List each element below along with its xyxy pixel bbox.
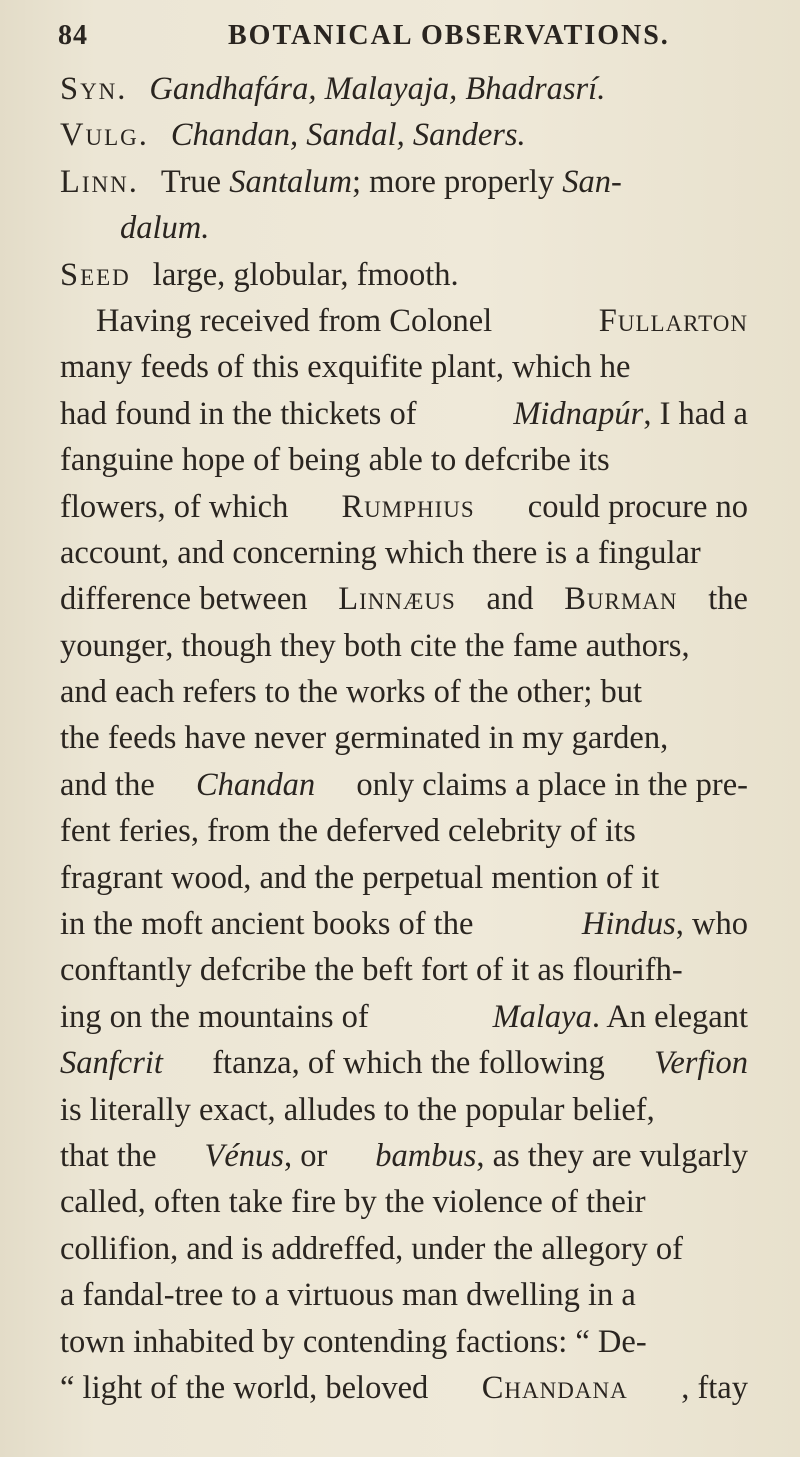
text: , ftay [681,1369,748,1406]
para-line [60,901,748,947]
para-line [60,623,748,669]
text: collifion, and is addreffed, under the allegory of [60,1230,684,1267]
text: , as they are vulgarly [476,1137,748,1174]
text: is literally exact, alludes to the popular belief, [60,1091,655,1128]
para-line [60,669,748,715]
text: “ light of the world, beloved [60,1369,429,1406]
para-line [60,715,748,761]
term-chandan: Chandan [195,766,316,803]
text: , I had a [643,395,748,432]
text: and the [60,766,155,803]
term-version: Verfion [654,1045,748,1082]
text: fent feries, from the deferved celebrity of its [60,813,636,850]
para-line [60,298,748,344]
term-bambus: bambus [375,1137,477,1174]
text: younger, though they both cite the fame authors, [60,627,690,664]
text: many feeds of this exquifite plant, which he [60,349,631,386]
para-line [60,437,748,483]
place-midnapur: Midnapúr [513,395,644,432]
place-malaya: Malaya [492,998,592,1035]
name-linnaeus: Linnæus [338,581,456,618]
text: account, and concerning which there is a fingular [60,534,701,571]
text: had found in the thickets of [60,395,417,432]
syn-text: Gandhafára, Malayaja, Bhadrasrí. [149,71,606,107]
term-sanscrit: Sanfcrit [60,1045,163,1082]
linn-text-3: ; more properly [351,163,555,200]
para-line [60,530,748,576]
text: could procure no [527,488,748,525]
text: ing on the mountains of [60,998,369,1035]
linn-entry [60,159,748,205]
page-number: 84 [58,20,88,51]
para-line [60,855,748,901]
linn-text-5: dalum. [120,210,210,247]
text: town inhabited by contending factions: “ De- [60,1323,647,1360]
linn-text-4: San- [562,163,622,200]
linn-text-2: Santalum [229,163,352,200]
text: difference between [60,581,308,618]
text: conftantly defcribe the beft fort of it as flourifh- [60,952,683,989]
para-line [60,994,748,1040]
text: in the moft ancient books of the [60,906,474,943]
para-line [60,1179,748,1225]
running-head: BOTANICAL OBSERVATIONS. [228,20,670,51]
para-line [60,344,748,390]
name-burman: Burman [564,581,678,618]
para-line [60,762,748,808]
linn-label: Linn. [60,163,139,200]
seed-label: Seed [60,256,131,293]
vulg-label: Vulg. [60,117,149,154]
name-chandana: Chandana [481,1369,628,1406]
page-header [58,20,740,60]
text: that the [60,1137,157,1174]
vulg-text: Chandan, Sandal, Sanders. [170,117,526,154]
para-line [60,1040,748,1086]
para-line [60,947,748,993]
para-line [60,391,748,437]
text: and each refers to the works of the other; but [60,674,643,711]
para-line [60,1365,748,1411]
linn-entry-cont [60,205,748,251]
para-line [60,484,748,530]
text: and [486,581,534,618]
para-line [60,1272,748,1318]
text: called, often take fire by the violence of their [60,1184,646,1221]
seed-entry [60,252,748,298]
term-venus: Vénus [204,1137,284,1174]
seed-text: large, globular, fmooth. [152,256,459,293]
linn-text-1: True [160,163,222,200]
para-line [60,1133,748,1179]
text: Having received from Colonel [96,302,493,339]
text: fanguine hope of being able to defcribe its [60,442,610,479]
text: the [708,581,748,618]
text: flowers, of which [60,488,289,525]
text: only claims a place in the pre- [356,766,748,803]
page-body [60,66,748,1411]
text: fragrant wood, and the perpetual mention of it [60,859,660,896]
para-line [60,1319,748,1365]
syn-entry [60,66,748,112]
name-fullarton: Fullarton [598,302,748,339]
vulg-entry [60,112,748,158]
text: , or [283,1137,328,1174]
syn-label: Syn. [60,71,128,107]
text: ftanza, of which the following [212,1045,605,1082]
text: . An elegant [591,998,748,1035]
text: the feeds have never germinated in my garden, [60,720,669,757]
text: , who [675,906,748,943]
para-line [60,808,748,854]
para-line [60,576,748,622]
para-line [60,1087,748,1133]
text: a fandal-tree to a virtuous man dwelling in a [60,1277,636,1314]
name-rumphius: Rumphius [341,488,475,525]
para-line [60,1226,748,1272]
term-hindus: Hindus [581,906,676,943]
